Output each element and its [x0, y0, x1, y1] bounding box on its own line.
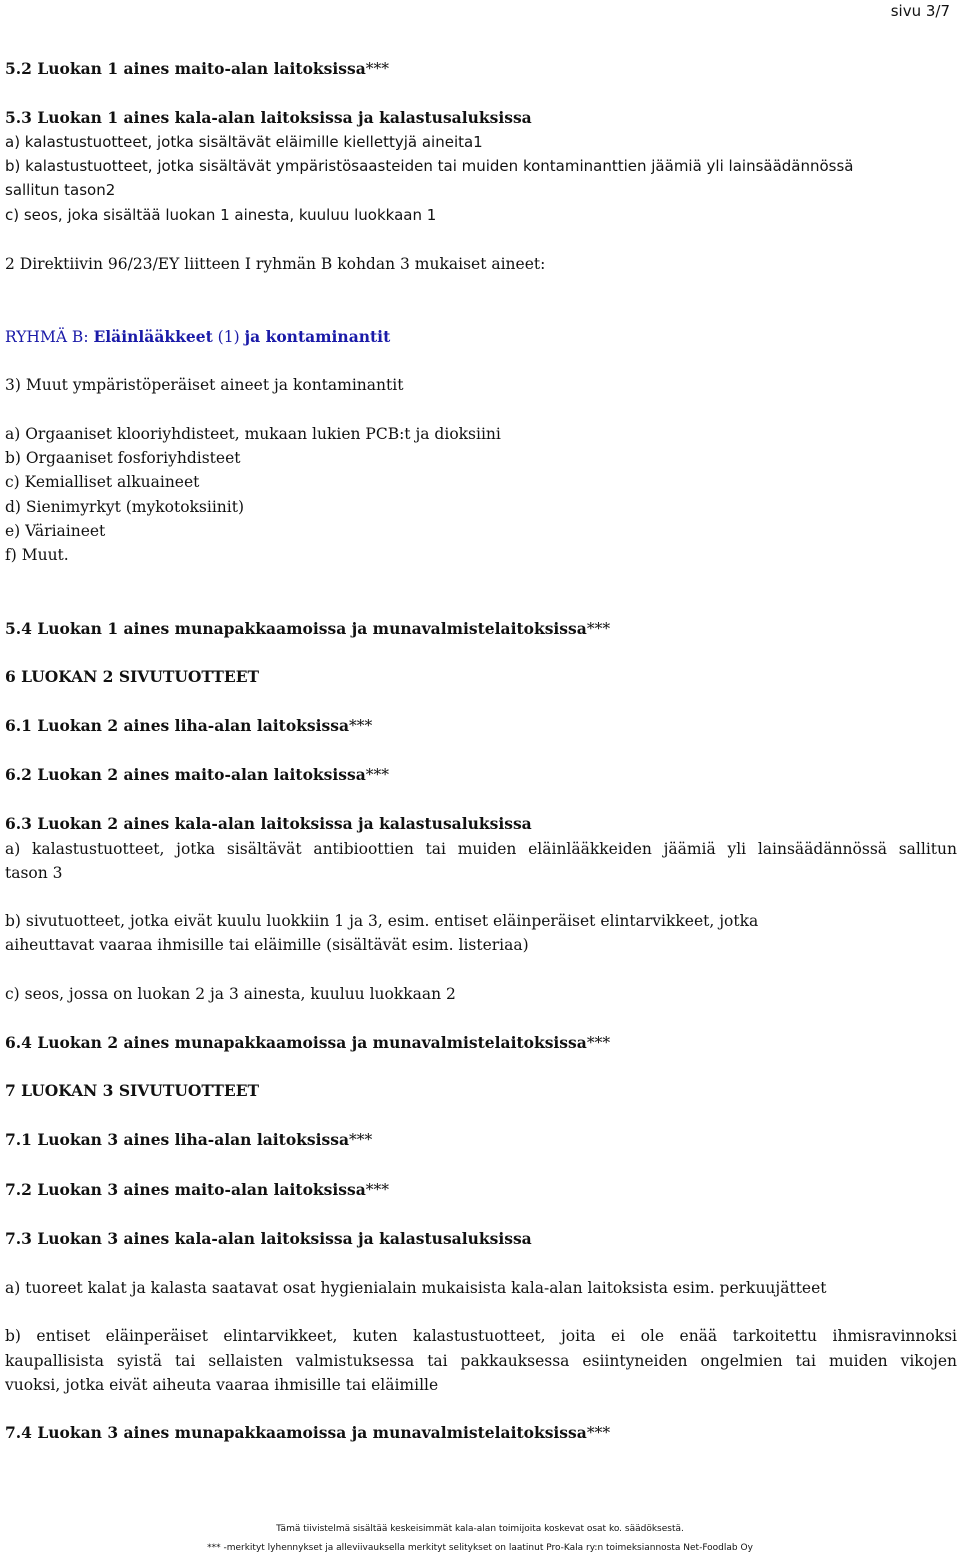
section-heading-6-1: 6.1 Luokan 2 aines liha-alan laitoksissa*** [5, 716, 373, 735]
list-item: c) seos, joka sisältää luokan 1 ainesta, kuuluu luokkaan 1 [5, 206, 437, 224]
section-heading-7-1: 7.1 Luokan 3 aines liha-alan laitoksissa*** [5, 1130, 373, 1149]
directive-note: 2 Direktiivin 96/23/EY liitteen I ryhmän B kohdan 3 mukaiset aineet: [5, 255, 546, 273]
section-heading-6-4: 6.4 Luokan 2 aines munapakkaamoissa ja munavalmistelaitoksissa*** [5, 1033, 611, 1052]
section-heading-5-4: 5.4 Luokan 1 aines munapakkaamoissa ja munavalmistelaitoksissa*** [5, 619, 611, 638]
list-item-continuation: sallitun tason2 [5, 181, 116, 199]
list-item: c) Kemialliset alkuaineet [5, 473, 200, 491]
footer-note: Tämä tiivistelmä sisältää keskeisimmät kala-alan toimijoita koskevat osat ko. säädöksestä. [276, 1524, 684, 1534]
list-item: a) tuoreet kalat ja kalasta saatavat osat hygienialain mukaisista kala-alan laitoksista esim. perkuujätteet [5, 1279, 827, 1297]
list-item: b) Orgaaniset fosforiyhdisteet [5, 449, 241, 467]
chapter-heading-7: 7 LUOKAN 3 SIVUTUOTTEET [5, 1081, 260, 1100]
list-item: b) kalastustuotteet, jotka sisältävät ympäristösaasteiden tai muiden kontaminanttien jäämiä yli lainsäädännössä [5, 157, 854, 175]
list-item-continuation: aiheuttavat vaaraa ihmisille tai eläimille (sisältävät esim. listeriaa) [5, 936, 529, 954]
section-heading-7-2: 7.2 Luokan 3 aines maito-alan laitoksissa*** [5, 1180, 390, 1199]
section-heading-6-2: 6.2 Luokan 2 aines maito-alan laitoksissa*** [5, 765, 390, 784]
group-heading: RYHMÄ B: Eläinlääkkeet (1) ja kontaminantit [5, 327, 391, 346]
list-item: f) Muut. [5, 546, 69, 564]
section-heading-6-3: 6.3 Luokan 2 aines kala-alan laitoksissa ja kalastusaluksissa [5, 814, 532, 833]
list-item: a) kalastustuotteet, jotka sisältävät antibioottien tai muiden eläinlääkkeiden jäämiä yli lainsäädännössä sallitun [5, 840, 957, 858]
list-item: a) kalastustuotteet, jotka sisältävät eläimille kiellettyjä aineita1 [5, 133, 483, 151]
list-item: a) Orgaaniset klooriyhdisteet, mukaan lukien PCB:t ja dioksiini [5, 425, 501, 443]
section-heading-5-2: 5.2 Luokan 1 aines maito-alan laitoksissa*** [5, 59, 390, 78]
chapter-heading-6: 6 LUOKAN 2 SIVUTUOTTEET [5, 667, 260, 686]
page-number: sivu 3/7 [890, 2, 950, 20]
list-item: b) entiset eläinperäiset elintarvikkeet, kuten kalastustuotteet, joita ei ole enää tarkoitettu ihmisravinnoksi [5, 1327, 957, 1345]
list-item: c) seos, jossa on luokan 2 ja 3 ainesta, kuuluu luokkaan 2 [5, 985, 456, 1003]
section-heading-7-3: 7.3 Luokan 3 aines kala-alan laitoksissa ja kalastusaluksissa [5, 1229, 532, 1248]
list-item: b) sivutuotteet, jotka eivät kuulu luokkiin 1 ja 3, esim. entiset eläinperäiset elintarvikkeet, jotka [5, 912, 759, 930]
list-item-continuation: tason 3 [5, 864, 63, 882]
list-item: d) Sienimyrkyt (mykotoksiinit) [5, 498, 245, 516]
section-heading-5-3: 5.3 Luokan 1 aines kala-alan laitoksissa ja kalastusaluksissa [5, 108, 532, 127]
list-item: e) Väriaineet [5, 522, 106, 540]
section-heading-7-4: 7.4 Luokan 3 aines munapakkaamoissa ja munavalmistelaitoksissa*** [5, 1423, 611, 1442]
list-item-continuation: kaupallisista syistä tai sellaisten valmistuksessa tai pakkauksessa esiintyneiden ongelmien tai muiden vikojen [5, 1352, 957, 1370]
footer-credits: *** -merkityt lyhennykset ja alleviivauksella merkityt selitykset on laatinut Pro-Kala ry:n toimeksiannosta Net-Foodlab Oy [207, 1543, 753, 1553]
subgroup-heading: 3) Muut ympäristöperäiset aineet ja kontaminantit [5, 376, 404, 394]
list-item-continuation: vuoksi, jotka eivät aiheuta vaaraa ihmisille tai eläimille [5, 1376, 439, 1394]
